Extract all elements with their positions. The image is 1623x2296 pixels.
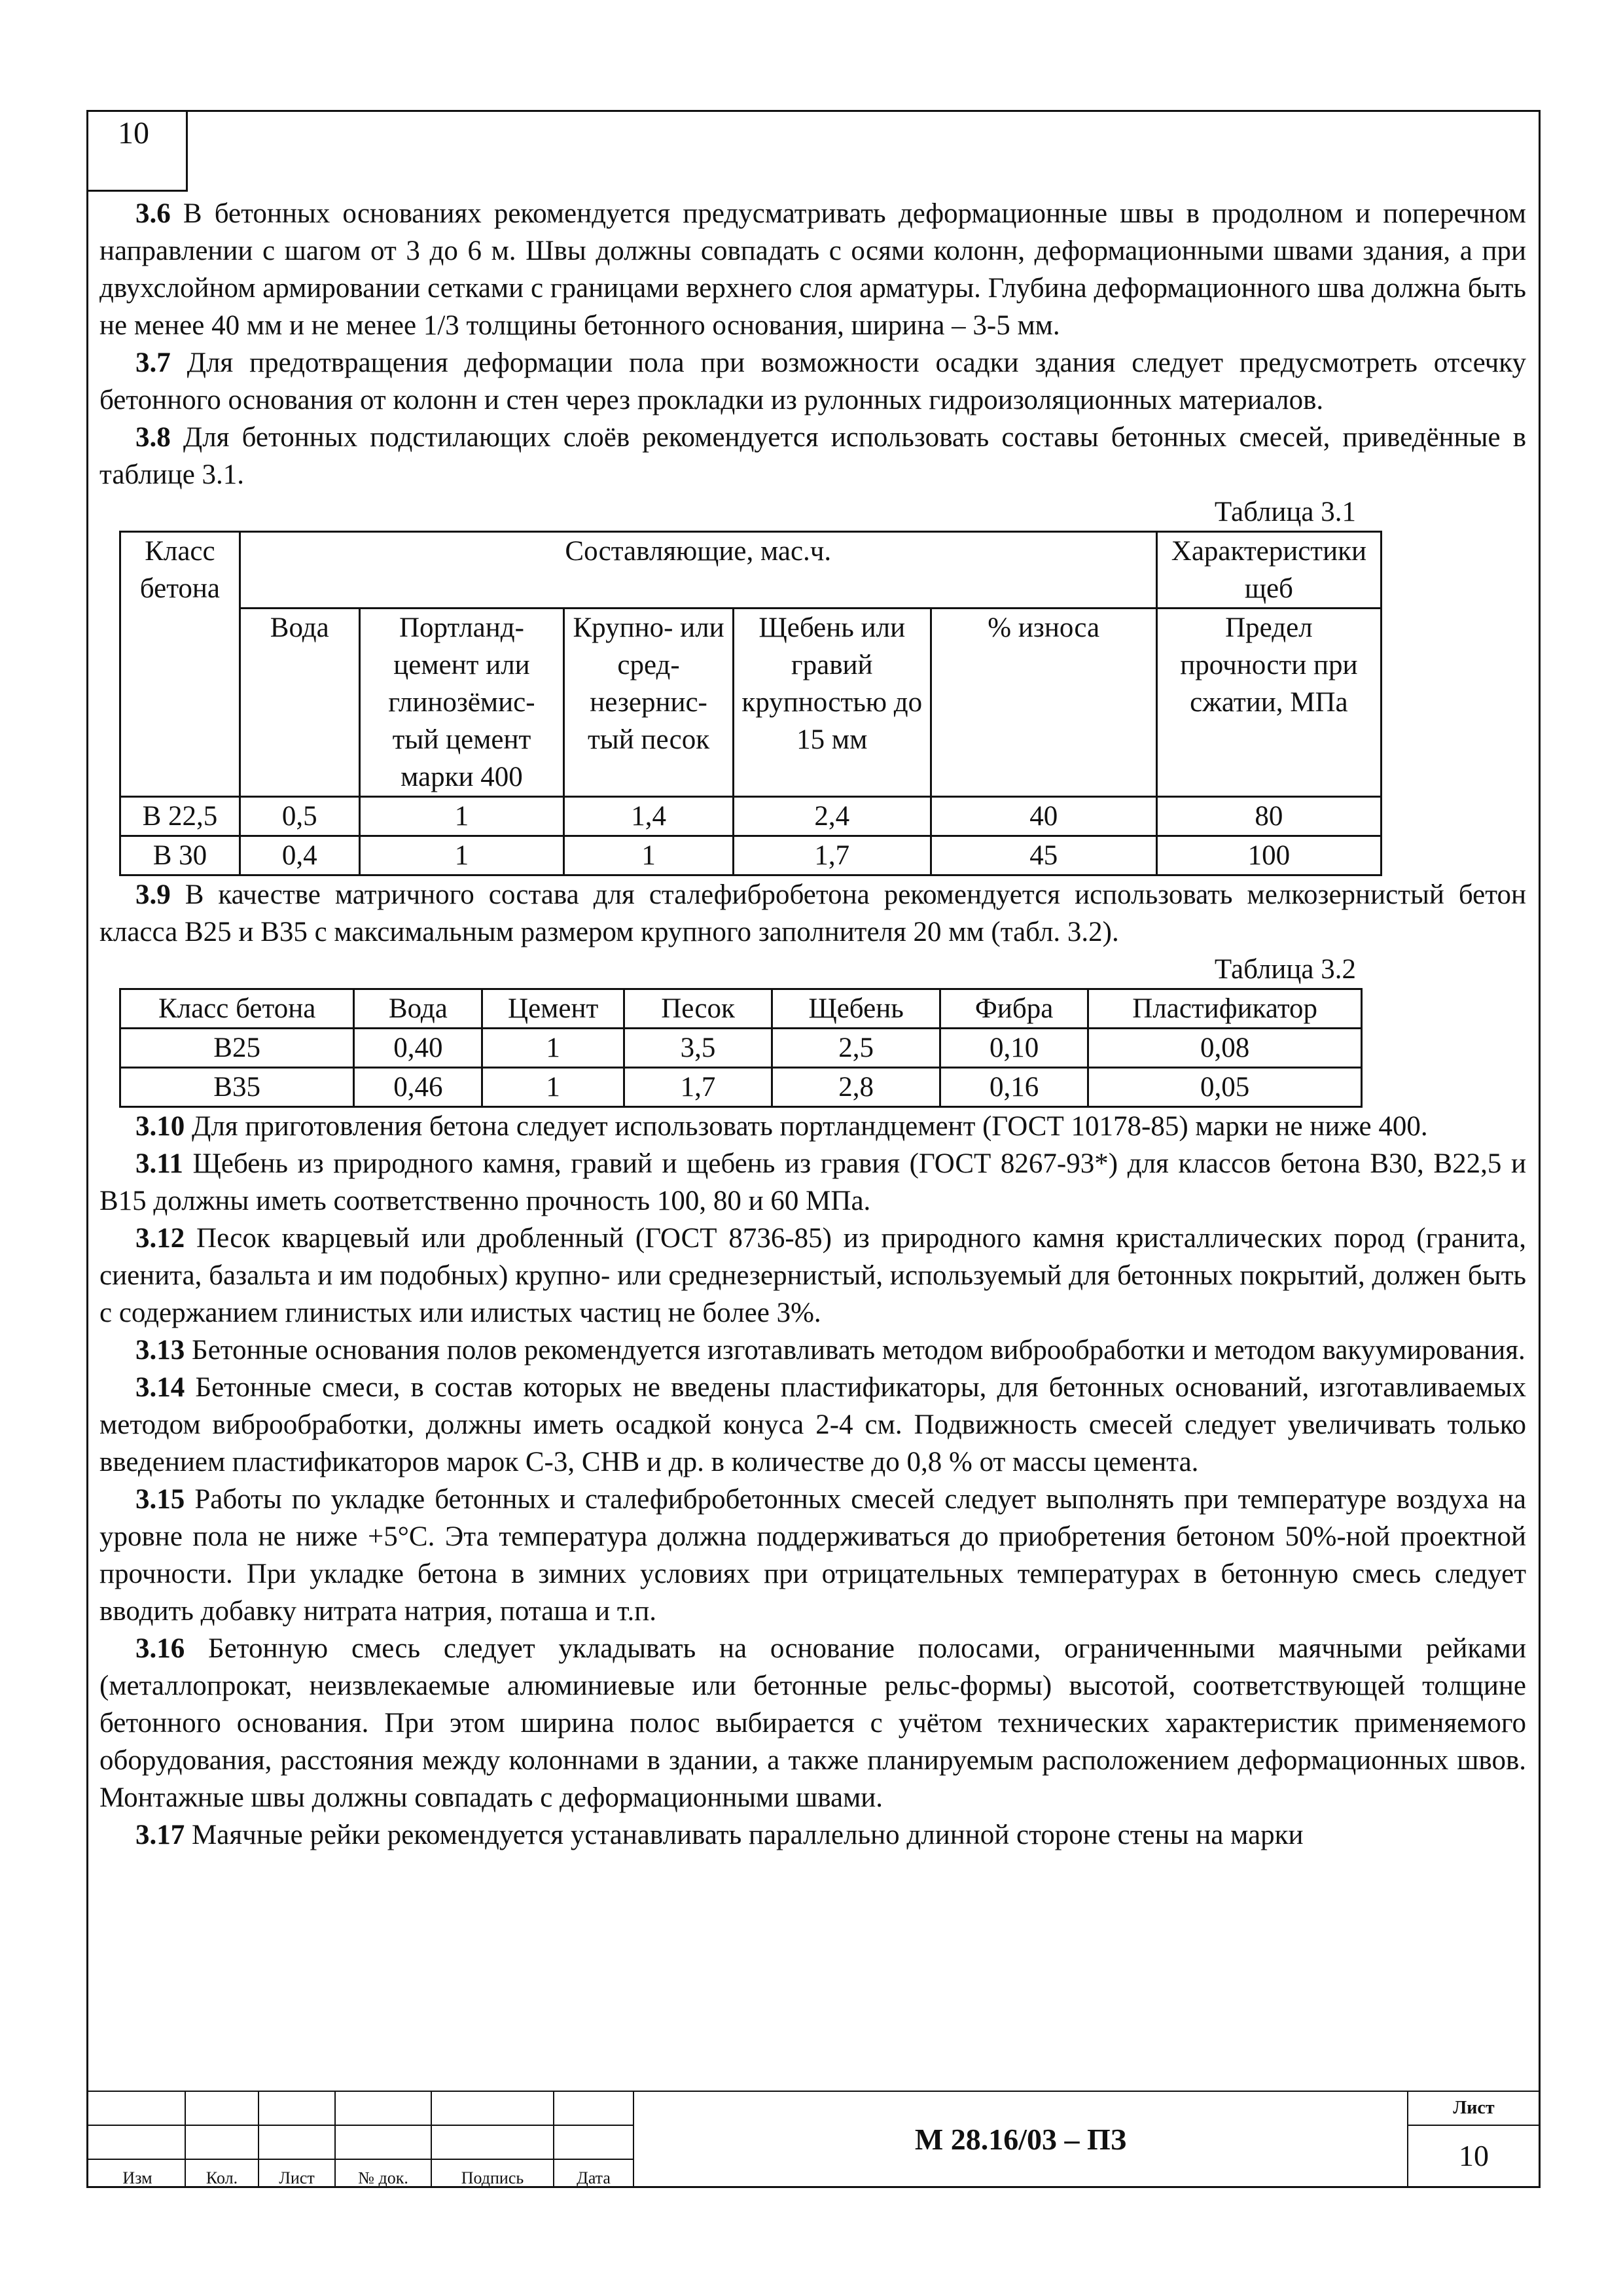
cell-cement: 1 [359, 836, 564, 875]
sheet-number: 10 [1408, 2125, 1540, 2187]
table-row [120, 1068, 1362, 1107]
header-fiber: Фибра [940, 989, 1088, 1029]
cell-strength: 80 [1156, 797, 1381, 836]
document-code: М 28.16/03 – ПЗ [633, 2091, 1408, 2187]
paragraph-text: В бетонных основаниях рекомендуется предусматривать деформационные швы в продолном и поперечном направлении с шагом от 3 до 6 м. Швы должны совпадать с осями колонн, деформационными швами здания, а при двухслойном армировании сетками с границами верхнего слоя арматуры. Глубина деформационного шва должна быть не менее 40 мм и не менее 1/3 толщины бетонного основания, ширина – 3-5 мм. [99, 198, 1526, 341]
header-sand: Песок [624, 989, 772, 1029]
paragraph-3-8 [99, 419, 1526, 493]
paragraph-text: Маячные рейки рекомендуется устанавливать параллельно длинной стороне стены на марки [185, 1820, 1304, 1850]
paragraph-3-15 [99, 1481, 1526, 1630]
cell-sand: 1,4 [564, 797, 734, 836]
cell-water: 0,5 [240, 797, 359, 836]
cell: 3,5 [624, 1029, 772, 1068]
cell: 0,05 [1088, 1068, 1362, 1107]
paragraph-3-17 [99, 1816, 1526, 1854]
header-strength: Предел прочности при сжатии, МПа [1156, 609, 1381, 797]
header-components: Составляющие, мас.ч. [240, 532, 1156, 609]
header-water: Вода [240, 609, 359, 797]
paragraph-3-16 [99, 1630, 1526, 1816]
cell: 1 [482, 1029, 624, 1068]
paragraph-number: 3.15 [135, 1484, 185, 1515]
paragraph-text: Песок кварцевый или дробленный (ГОСТ 8736-85) из природного камня кристаллических пород (гранита, сиенита, базальта и им подобных) крупно- или среднезернистый, используемый для бетонных покрытий, должен быть с содержанием глинистых или илистых частиц не более 3%. [99, 1223, 1526, 1328]
cell: 0,40 [354, 1029, 482, 1068]
paragraph-number: 3.12 [135, 1223, 185, 1254]
paragraph-text: Работы по укладке бетонных и сталефибробетонных смесей следует выполнять при температуре воздуха на уровне пола не ниже +5°С. Эта температура должна поддерживаться до приобретения бетоном 50%-ной проектной прочности. При укладке бетона в зимних условиях при отрицательных температурах в бетонную смесь следует вводить добавку нитрата натрия, поташа и т.п. [99, 1484, 1526, 1627]
cell: В35 [120, 1068, 354, 1107]
cell: 0,10 [940, 1029, 1088, 1068]
paragraph-3-14 [99, 1369, 1526, 1481]
col-list: Лист [259, 2159, 335, 2188]
title-block [86, 2091, 1541, 2188]
cell: 2,5 [772, 1029, 940, 1068]
col-ndok: № док. [335, 2159, 431, 2188]
table-header-row [120, 989, 1362, 1029]
cell-wear: 45 [931, 836, 1156, 875]
paragraph-text: Щебень из природного камня, гравий и щебень из гравия (ГОСТ 8267-93*) для классов бетона В30, В22,5 и В15 должны иметь соответственно прочность 100, 80 и 60 МПа. [99, 1148, 1526, 1216]
header-class: Класс бетона [120, 989, 354, 1029]
table-3-2 [119, 988, 1363, 1108]
paragraph-number: 3.16 [135, 1633, 185, 1664]
header-characteristics: Характеристики щеб [1156, 532, 1381, 609]
cell-strength: 100 [1156, 836, 1381, 875]
page-number: 10 [86, 110, 188, 192]
paragraph-3-10 [99, 1108, 1526, 1145]
paragraph-number: 3.9 [135, 879, 171, 910]
header-cement: Портланд-цемент или глинозёмис-тый цемент марки 400 [359, 609, 564, 797]
cell: 0,08 [1088, 1029, 1362, 1068]
paragraph-text: Для предотвращения деформации пола при возможности осадки здания следует предусмотреть отсечку бетонного основания от колонн и стен через прокладки из рулонных гидроизоляционных материалов. [99, 347, 1526, 415]
cell-gravel: 2,4 [733, 797, 931, 836]
paragraph-text: Для бетонных подстилающих слоёв рекомендуется использовать составы бетонных смесей, приведённые в таблице 3.1. [99, 422, 1526, 490]
paragraph-3-13 [99, 1332, 1526, 1369]
paragraph-text: Бетонные основания полов рекомендуется изготавливать методом виброобработки и методом вакуумирования. [185, 1335, 1525, 1366]
paragraph-number: 3.13 [135, 1335, 185, 1366]
table-3-2-caption: Таблица 3.2 [1214, 954, 1356, 985]
paragraph-number: 3.17 [135, 1820, 185, 1850]
table-row [120, 1029, 1362, 1068]
header-plasticizer: Пластификатор [1088, 989, 1362, 1029]
paragraph-number: 3.8 [135, 422, 171, 453]
header-gravel: Щебень или гравий крупностью до 15 мм [733, 609, 931, 797]
col-date: Дата [554, 2159, 633, 2188]
cell-class: В 22,5 [120, 797, 240, 836]
paragraph-text: Бетонные смеси, в состав которых не введены пластификаторы, для бетонных оснований, изготавливаемых методом виброобработки, должны иметь осадкой конуса 2-4 см. Подвижность смесей следует увеличивать только введением пластификаторов марок С-3, СНВ и др. в количестве до 0,8 % от массы цемента. [99, 1372, 1526, 1477]
document-body [99, 195, 1526, 1854]
paragraph-text: В качестве матричного состава для сталефибробетона рекомендуется использовать мелкозернистый бетон класса В25 и В35 с максимальным размером крупного заполнителя 20 мм (табл. 3.2). [99, 879, 1526, 947]
col-kol: Кол. [185, 2159, 259, 2188]
header-gravel: Щебень [772, 989, 940, 1029]
paragraph-number: 3.10 [135, 1111, 185, 1142]
paragraph-3-9 [99, 876, 1526, 951]
header-sand: Крупно- или сред-незернис-тый песок [564, 609, 734, 797]
header-cement: Цемент [482, 989, 624, 1029]
paragraph-3-7 [99, 344, 1526, 419]
paragraph-number: 3.11 [135, 1148, 183, 1179]
paragraph-number: 3.14 [135, 1372, 185, 1403]
paragraph-text: Для приготовления бетона следует использовать портландцемент (ГОСТ 10178-85) марки не ниже 400. [185, 1111, 1428, 1142]
paragraph-number: 3.7 [135, 347, 171, 378]
cell: 1,7 [624, 1068, 772, 1107]
cell: В25 [120, 1029, 354, 1068]
paragraph-text: Бетонную смесь следует укладывать на основание полосами, ограниченными маячными рейками (металлопрокат, неизвлекаемые алюминиевые или бетонные рельс-формы) высотой, соответствующей толщине бетонного основания. При этом ширина полос выбирается с учётом технических характеристик применяемого оборудования, расстояния между колоннами в здании, а также планируемым расположением деформационных швов. Монтажные швы должны совпадать с деформационными швами. [99, 1633, 1526, 1813]
table-row [120, 836, 1382, 875]
sheet-label: Лист [1408, 2091, 1540, 2125]
header-water: Вода [354, 989, 482, 1029]
header-wear: % износа [931, 609, 1156, 797]
cell: 1 [482, 1068, 624, 1107]
cell: 2,8 [772, 1068, 940, 1107]
paragraph-number: 3.6 [135, 198, 171, 229]
cell-wear: 40 [931, 797, 1156, 836]
cell-cement: 1 [359, 797, 564, 836]
cell: 0,16 [940, 1068, 1088, 1107]
table-row [120, 797, 1382, 836]
paragraph-3-12 [99, 1220, 1526, 1332]
header-class: Класс бетона [120, 532, 240, 797]
col-sign: Подпись [431, 2159, 554, 2188]
table-3-1-caption: Таблица 3.1 [1214, 497, 1356, 527]
cell: 0,46 [354, 1068, 482, 1107]
table-3-1 [119, 531, 1382, 876]
paragraph-3-6 [99, 195, 1526, 344]
paragraph-3-11 [99, 1145, 1526, 1220]
col-izm: Изм [87, 2159, 185, 2188]
cell-water: 0,4 [240, 836, 359, 875]
cell-sand: 1 [564, 836, 734, 875]
cell-class: В 30 [120, 836, 240, 875]
cell-gravel: 1,7 [733, 836, 931, 875]
